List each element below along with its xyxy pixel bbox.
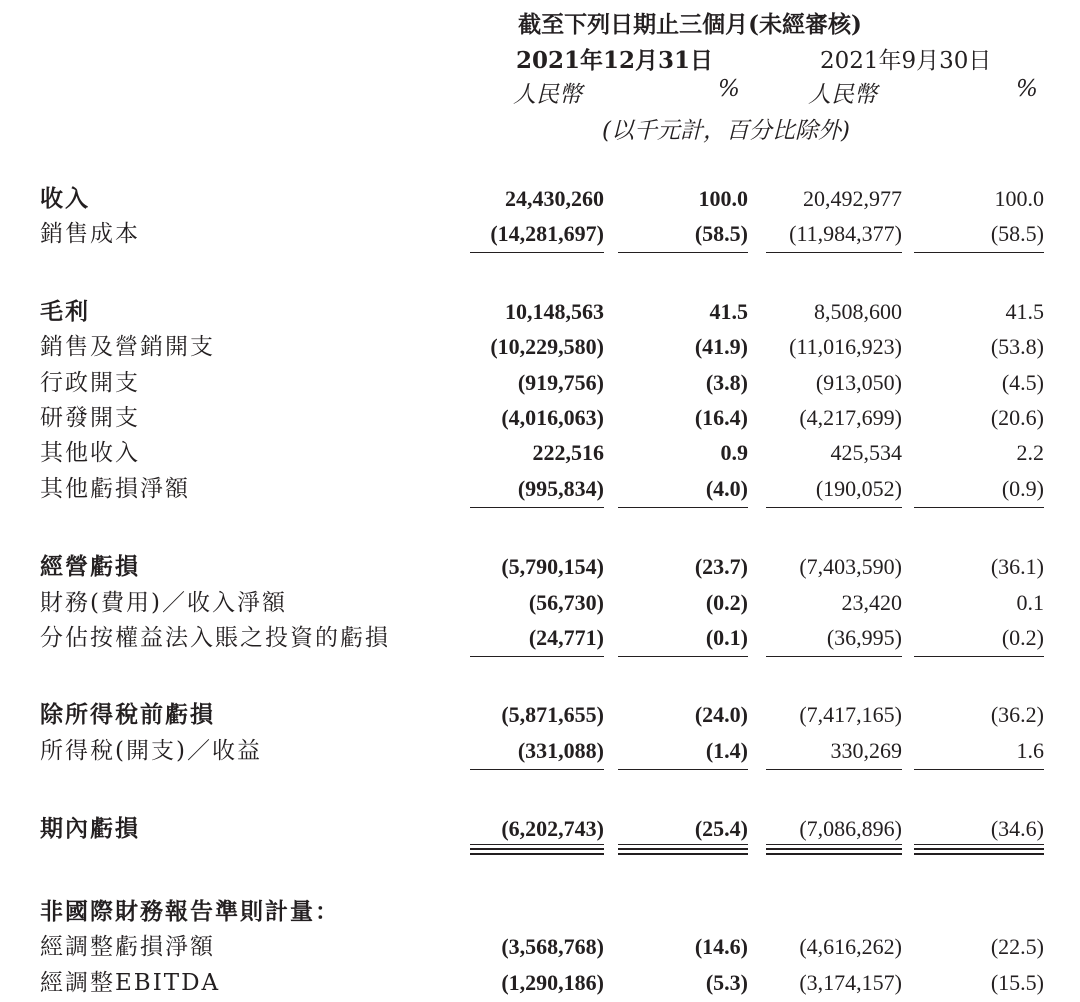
- prior-percent: 100.0: [994, 186, 1044, 211]
- table-row: [0, 736, 1080, 766]
- row-label: 行政開支: [40, 370, 140, 396]
- prior-percent: 1.6: [1016, 738, 1044, 763]
- prior-amount: (3,174,157): [799, 970, 902, 995]
- table-row: [0, 968, 1080, 998]
- current-amount: (995,834): [517, 476, 604, 501]
- table-row: [0, 814, 1080, 844]
- current-percent: (1.4): [705, 738, 748, 763]
- prior-amount: 425,534: [830, 440, 902, 465]
- prior-percent: (58.5): [990, 221, 1044, 246]
- prior-percent: (34.6): [990, 816, 1044, 841]
- current-amount: (919,756): [517, 370, 604, 395]
- current-percent: (41.9): [694, 334, 748, 359]
- prior-period-date: 2021年9月30日: [820, 48, 992, 74]
- prior-amount: (7,403,590): [799, 554, 902, 579]
- row-label: 收入: [40, 185, 90, 212]
- table-row: [0, 438, 1080, 468]
- prior-amount: (11,016,923): [789, 334, 902, 359]
- current-amount: 222,516: [532, 440, 604, 465]
- current-amount: 10,148,563: [505, 299, 604, 324]
- current-amount: (10,229,580): [490, 334, 604, 359]
- row-label: 其他收入: [40, 440, 140, 466]
- section-label: 非國際財務報告準則計量：: [40, 898, 340, 925]
- row-label: 毛利: [40, 298, 90, 325]
- current-percent: (3.8): [705, 370, 748, 395]
- percent-label-current: %: [718, 76, 740, 102]
- table-row: [0, 403, 1080, 433]
- prior-amount: 23,420: [841, 590, 902, 615]
- prior-percent: 0.1: [1016, 590, 1044, 615]
- row-label: 其他虧損淨額: [40, 476, 190, 502]
- table-row: [0, 332, 1080, 362]
- percent-label-prior: %: [1016, 76, 1038, 102]
- current-amount: (4,016,063): [501, 405, 604, 430]
- current-percent: (5.3): [705, 970, 748, 995]
- prior-amount: 330,269: [830, 738, 902, 763]
- table-row: [0, 184, 1080, 214]
- table-row: [0, 588, 1080, 618]
- prior-amount: (11,984,377): [789, 221, 902, 246]
- prior-percent: (53.8): [990, 334, 1044, 359]
- prior-amount: (7,086,896): [799, 816, 902, 841]
- current-percent: (0.1): [705, 625, 748, 650]
- current-amount: (24,771): [528, 625, 604, 650]
- prior-amount: (190,052): [815, 476, 902, 501]
- row-label: 經調整EBITDA: [40, 970, 221, 996]
- current-percent: (58.5): [694, 221, 748, 246]
- units-note: (以千元計，百分比除外): [602, 118, 850, 144]
- current-amount: (6,202,743): [501, 816, 604, 841]
- table-row: [0, 297, 1080, 327]
- prior-percent: (36.2): [990, 702, 1044, 727]
- prior-percent: (36.1): [990, 554, 1044, 579]
- current-percent: (23.7): [694, 554, 748, 579]
- row-label: 經調整虧損淨額: [40, 934, 215, 960]
- table-row: [0, 897, 1080, 927]
- current-amount: 24,430,260: [505, 186, 604, 211]
- prior-percent: (22.5): [990, 934, 1044, 959]
- table-row: [0, 700, 1080, 730]
- current-amount: (3,568,768): [501, 934, 604, 959]
- current-amount: (5,790,154): [501, 554, 604, 579]
- prior-percent: (15.5): [990, 970, 1044, 995]
- currency-label-prior: 人民幣: [808, 82, 877, 108]
- current-percent: (25.4): [694, 816, 748, 841]
- prior-percent: (0.2): [1001, 625, 1044, 650]
- prior-amount: (4,217,699): [799, 405, 902, 430]
- current-percent: 0.9: [720, 440, 748, 465]
- row-label: 財務(費用)／收入淨額: [40, 590, 287, 616]
- current-period-date: 2021年12月31日: [516, 47, 714, 74]
- current-amount: (331,088): [517, 738, 604, 763]
- table-row: [0, 368, 1080, 398]
- period-title: 截至下列日期止三個月(未經審核): [518, 11, 862, 38]
- prior-amount: (913,050): [815, 370, 902, 395]
- table-row: [0, 932, 1080, 962]
- prior-amount: (7,417,165): [799, 702, 902, 727]
- table-row: [0, 474, 1080, 504]
- row-label: 除所得稅前虧損: [40, 701, 215, 728]
- current-percent: (16.4): [694, 405, 748, 430]
- current-amount: (1,290,186): [501, 970, 604, 995]
- currency-label-current: 人民幣: [513, 82, 582, 108]
- row-label: 期內虧損: [40, 815, 140, 842]
- current-amount: (14,281,697): [490, 221, 604, 246]
- table-row: [0, 552, 1080, 582]
- current-amount: (5,871,655): [501, 702, 604, 727]
- current-percent: (24.0): [694, 702, 748, 727]
- current-percent: (4.0): [705, 476, 748, 501]
- current-percent: 41.5: [709, 299, 748, 324]
- prior-percent: (20.6): [990, 405, 1044, 430]
- current-percent: (14.6): [694, 934, 748, 959]
- table-row: [0, 219, 1080, 249]
- prior-percent: (0.9): [1001, 476, 1044, 501]
- table-row: [0, 623, 1080, 653]
- prior-percent: 2.2: [1016, 440, 1044, 465]
- row-label: 分佔按權益法入賬之投資的虧損: [40, 625, 390, 651]
- prior-percent: (4.5): [1001, 370, 1044, 395]
- row-label: 經營虧損: [40, 553, 140, 580]
- row-label: 研發開支: [40, 405, 140, 431]
- row-label: 銷售及營銷開支: [40, 334, 215, 360]
- current-amount: (56,730): [528, 590, 604, 615]
- row-label: 所得稅(開支)／收益: [40, 738, 262, 764]
- prior-percent: 41.5: [1005, 299, 1044, 324]
- row-label: 銷售成本: [40, 221, 140, 247]
- current-percent: (0.2): [705, 590, 748, 615]
- prior-amount: (4,616,262): [799, 934, 902, 959]
- prior-amount: 8,508,600: [814, 299, 902, 324]
- current-percent: 100.0: [698, 186, 748, 211]
- prior-amount: (36,995): [826, 625, 902, 650]
- prior-amount: 20,492,977: [803, 186, 902, 211]
